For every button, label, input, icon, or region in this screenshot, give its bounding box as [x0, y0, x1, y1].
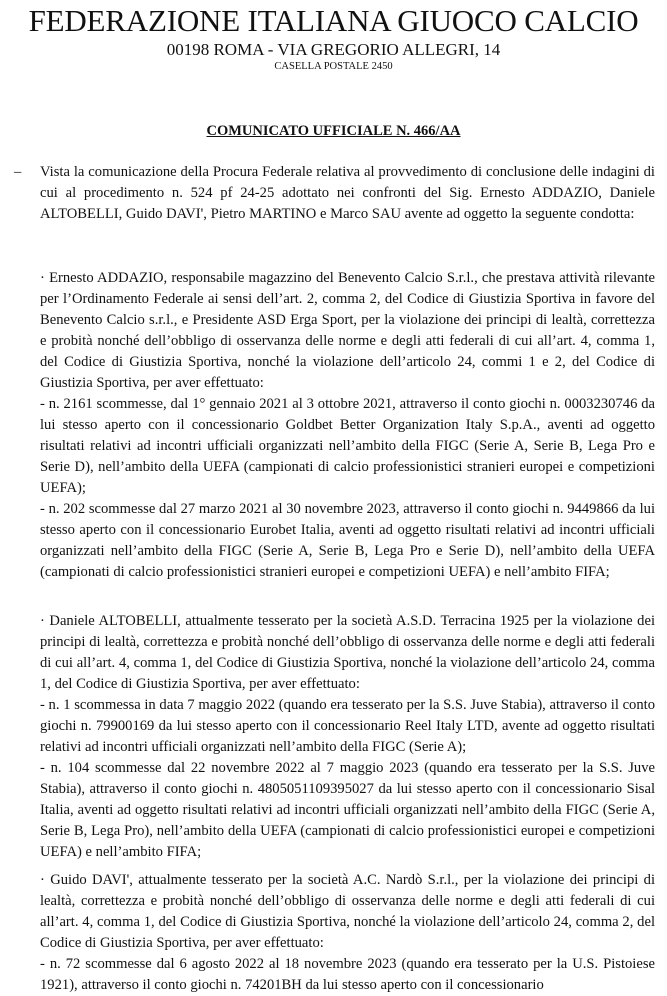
intro-paragraph [14, 162, 655, 225]
section-davi [40, 870, 655, 996]
bet-item: - n. 104 scommesse dal 22 novembre 2022 al 7 maggio 2023 (quando era tesserato per la S.S. Juve Stabia), attraverso il conto giochi n. 4805051109395027 da lui stesso aperto con il concessionario Sisal Italia, aventi ad oggetto risultati relativi ad incontri ufficiali organizzati nell’ambito della FIGC (Serie A, Serie B, Lega Pro), nell’ambito della UEFA (campionati di calcio professionistici europei e competizioni UEFA) e nell’ambito FIFA; [40, 760, 655, 860]
section-description: · Daniele ALTOBELLI, attualmente tesserato per la società A.S.D. Terracina 1925 per la violazione dei principi di lealtà, correttezza e probità nonché dell’obbligo di osservanza delle norme e degli atti federali di cui all’art. 4, comma 1, del Codice di Giustizia Sportiva, nonché la violazione dell’articolo 24, comma 1, del Codice di Giustizia Sportiva, per aver effettuato: [40, 613, 655, 692]
bet-item: - n. 202 scommesse dal 27 marzo 2021 al 30 novembre 2023, attraverso il conto giochi n. 9449866 da lui stesso aperto con il concessionario Eurobet Italia, aventi ad oggetto risultati relativi ad incontri ufficiali organizzati nell’ambito della FIGC (Serie A, Serie B, Lega Pro e Serie D), nell’ambito della UEFA (campionati di calcio professionistici stranieri europei e competizioni UEFA) e nell’ambito FIFA; [40, 501, 655, 580]
bet-item: - n. 72 scommesse dal 6 agosto 2022 al 18 novembre 2023 (quando era tesserato per la U.S. Pistoiese 1921), attraverso il conto giochi n. 74201BH da lui stesso aperto con il concessionario [40, 956, 655, 993]
bet-item: - n. 2161 scommesse, dal 1° gennaio 2021 al 3 ottobre 2021, attraverso il conto giochi n. 0003230746 da lui stesso aperto con il concessionario Goldbet Better Organization Italy S.p.A., aventi ad oggetto risultati relativi ad incontri ufficiali organizzati nell’ambito della FIGC (Serie A, Serie B, Lega Pro e Serie D), nell’ambito della UEFA (campionati di calcio professionistici stranieri europei e competizioni UEFA); [40, 396, 655, 496]
section-addazio [40, 268, 655, 583]
po-box: CASELLA POSTALE 2450 [274, 61, 393, 72]
section-altobelli [40, 611, 655, 863]
list-dash-icon: – [14, 164, 22, 180]
intro-text: Vista la comunicazione della Procura Federale relativa al provvedimento di conclusione delle indagini di cui al procedimento n. 524 pf 24-25 adottato nei confronti del Sig. Ernesto ADDAZIO, Daniele ALTOBELLI, Guido DAVI', Pietro MARTINO e Marco SAU avente ad oggetto la seguente condotta: [40, 164, 655, 222]
bet-item: - n. 1 scommessa in data 7 maggio 2022 (quando era tesserato per la S.S. Juve Stabia), attraverso il conto giochi n. 79900169 da lui stesso aperto con il concessionario Reel Italy LTD, avente ad oggetto risultati relativi ad incontri ufficiali organizzati nell’ambito della FIGC (Serie A); [40, 697, 655, 755]
section-description: · Ernesto ADDAZIO, responsabile magazzino del Benevento Calcio S.r.l., che prestava attività rilevante per l’Ordinamento Federale ai sensi dell’art. 2, comma 2, del Codice di Giustizia Sportiva in favore del Benevento Calcio s.r.l., e Presidente ASD Erga Sport, per la violazione dei principi di lealtà, correttezza e probità nonché dell’obbligo di osservanza delle norme e degli atti federali di cui all’art. 4, comma 1, del Codice di Giustizia Sportiva, nonché la violazione dell’articolo 24, commi 1 e 2, del Codice di Giustizia Sportiva, per aver effettuato: [40, 270, 655, 391]
section-description: · Guido DAVI', attualmente tesserato per la società A.C. Nardò S.r.l., per la violazione dei principi di lealtà, correttezza e probità nonché dell’obbligo di osservanza delle norme e degli atti federali di cui all’art. 4, comma 1, del Codice di Giustizia Sportiva, nonché la violazione dell’articolo 24, comma 2, del Codice di Giustizia Sportiva, per aver effettuato: [40, 872, 655, 951]
organization-name: FEDERAZIONE ITALIANA GIUOCO CALCIO [28, 3, 639, 38]
document-title: COMUNICATO UFFICIALE N. 466/AA [206, 123, 461, 139]
letterhead [0, 4, 667, 73]
organization-address: 00198 ROMA - VIA GREGORIO ALLEGRI, 14 [166, 40, 501, 59]
